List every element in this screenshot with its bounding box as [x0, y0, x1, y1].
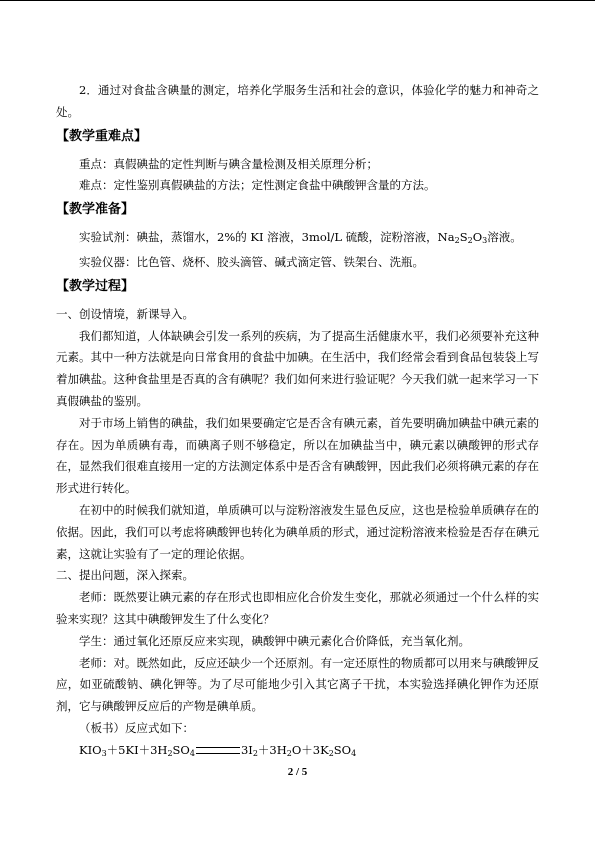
- key-point-text: 重点：真假碘盐的定性判断与碘含量检测及相关原理分析；: [79, 156, 378, 171]
- board-note: （板书）反应式如下：: [79, 720, 194, 735]
- document-body: [56, 80, 539, 765]
- paragraph-3: 在初中的时候我们就知道，单质碘可以与淀粉溶液发生显色反应，这也是检验单质碘存在的依据。因此，我们可以考虑将碘酸钾也转化为碘单质的形式，通过淀粉溶液来检验是否存在碘元素，这就让实验有了一定的理论依据。: [56, 502, 539, 561]
- section-title-preparation: 【教学准备】: [56, 202, 135, 218]
- step-1-heading: 一、创设情境，新课导入。: [56, 306, 194, 321]
- step-2-heading: 二、提出问题，深入探索。: [56, 568, 194, 583]
- page-number: 2 / 5: [287, 766, 308, 778]
- teacher-response-2: 老师：对。既然如此，反应还缺少一个还原剂。有一定还原性的物质都可以用来与碘酸钾反应，如亚硫酸钠、碘化钾等。为了尽可能地少引入其它离子干扰，本实验选择碘化钾作为还原剂，它与碘酸钾反应后的产物是碘单质。: [56, 655, 539, 714]
- goal-2-text: 2．通过对食盐含碘量的测定，培养化学服务生活和社会的意识，体验化学的魅力和神奇之处。: [56, 83, 539, 119]
- teacher-question-1: 老师：既然要让碘元素的存在形式也即相应化合价发生变化，那就必须通过一个什么样的实验来实现？这其中碘酸钾发生了什么变化？: [56, 590, 539, 626]
- equals-double-line: [196, 747, 240, 754]
- reagents-text: 实验试剂：碘盐，蒸馏水，2%的 KI 溶液，3mol/L 硫酸，淀粉溶液，$Na_2S_2O_3$溶液。: [79, 230, 522, 246]
- instruments-text: 实验仪器：比色管、烧杯、胶头滴管、碱式滴定管、铁架台、洗瓶。: [79, 254, 424, 269]
- difficult-point-text: 难点：定性鉴别真假碘盐的方法；定性测定食盐中碘酸钾含量的方法。: [79, 178, 436, 193]
- student-answer-1: 学生：通过氧化还原反应来实现，碘酸钾中碘元素化合价降低，充当氧化剂。: [79, 633, 470, 648]
- paragraph-2: 对于市场上销售的碘盐，我们如果要确定它是否含有碘元素，首先要明确加碘盐中碘元素的存在。因为单质碘有毒，而碘离子则不够稳定，所以在加碘盐当中，碘元素以碘酸钾的形式存在，显然我们很难直接用一定的方法测定体系中是否含有碘酸钾，因此我们必须将碘元素的存在形式进行转化。: [56, 415, 539, 496]
- paragraph-1: 我们都知道，人体缺碘会引发一系列的疾病，为了提高生活健康水平，我们必须要补充这种元素。其中一种方法就是向日常食用的食盐中加碘。在生活中，我们经常会看到食品包装袋上写着加碘盐。这种食盐里是否真的含有碘呢？我们如何来进行验证呢？今天我们就一起来学习一下真假碘盐的鉴别。: [56, 328, 539, 408]
- header-rule: [0, 0, 595, 1]
- reaction-equation: $KIO_3+5KI+3H_2SO_4$ $3I_2+3H_2O+3K_2SO_4$: [79, 742, 357, 758]
- section-title-key-points: 【教学重难点】: [56, 128, 148, 144]
- section-title-process: 【教学过程】: [56, 278, 135, 294]
